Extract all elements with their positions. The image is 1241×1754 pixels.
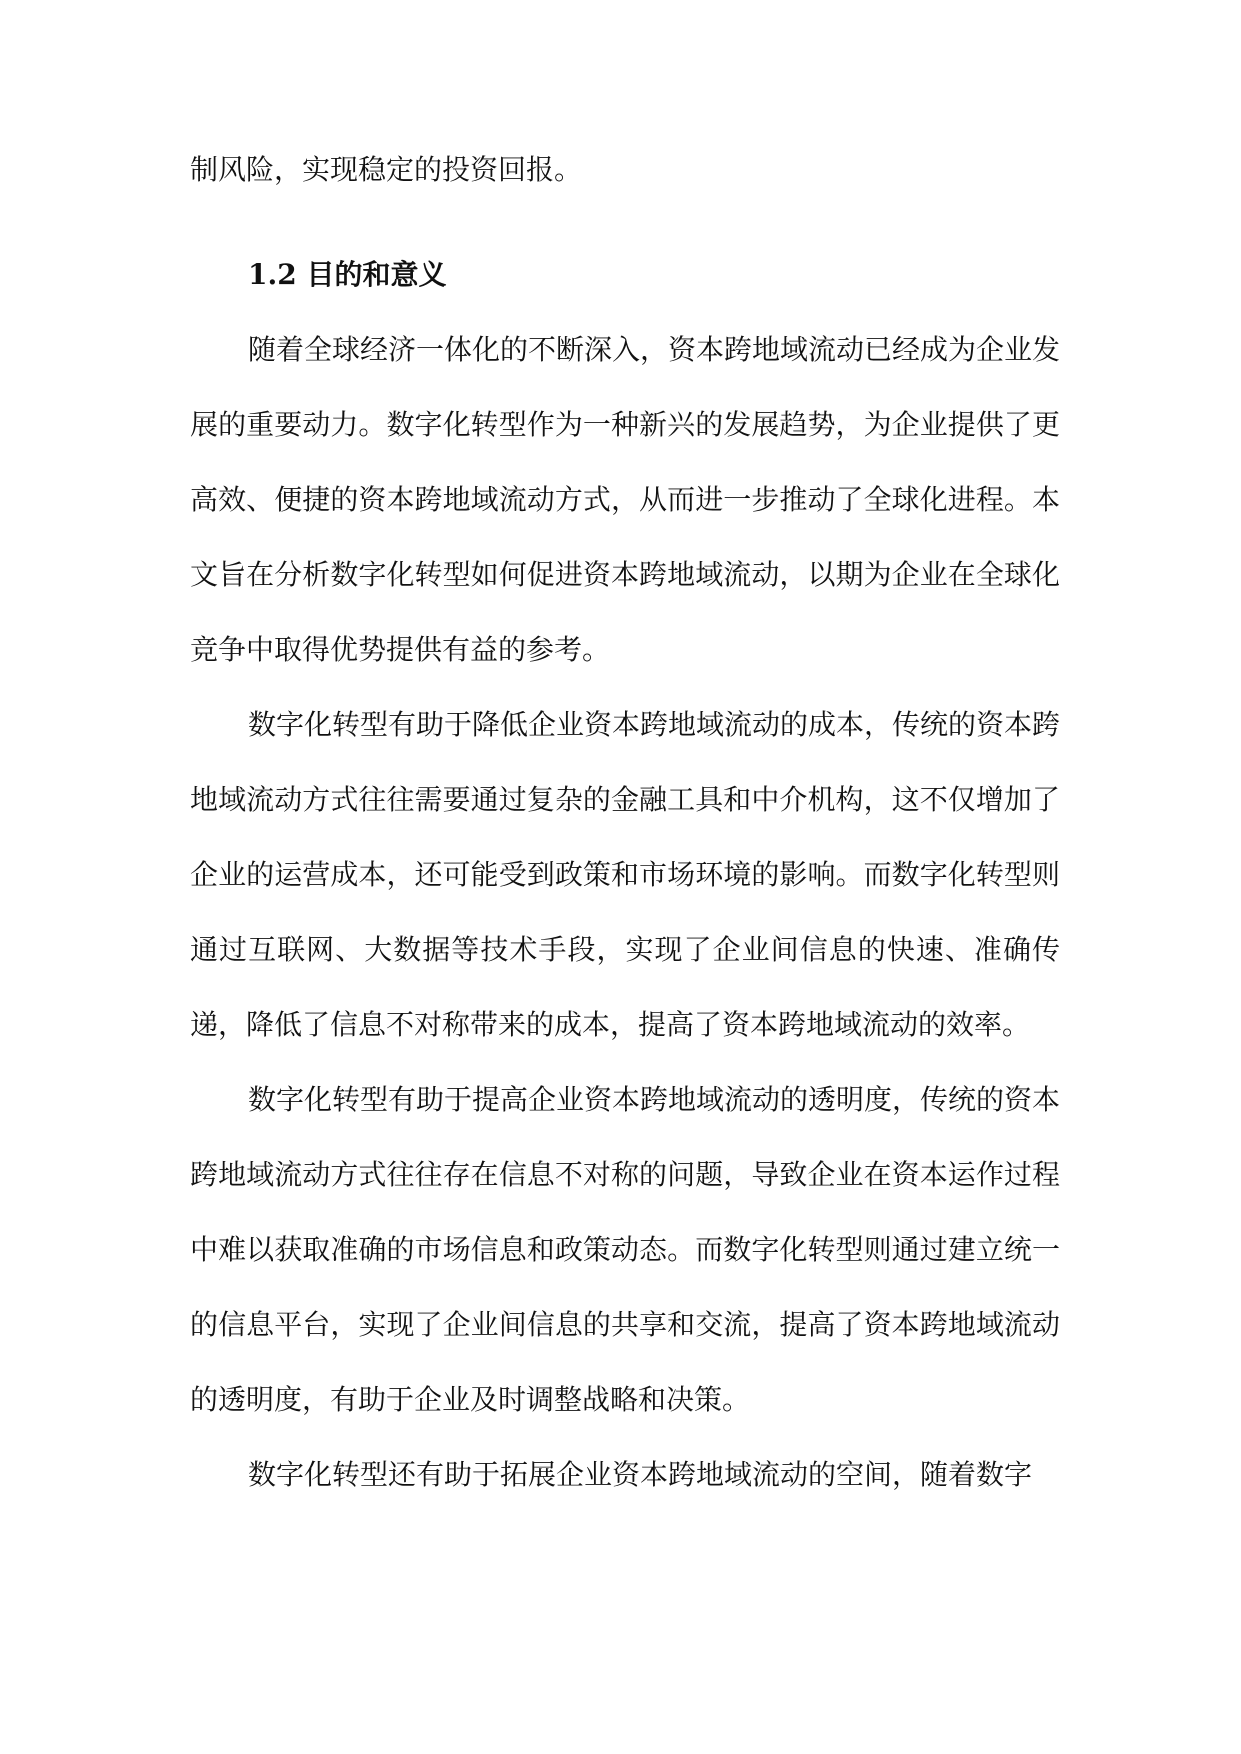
section-heading [190, 237, 1060, 312]
paragraph-2: 数字化转型有助于降低企业资本跨地域流动的成本，传统的资本跨地域流动方式往往需要通过复杂的金融工具和中介机构，这不仅增加了企业的运营成本，还可能受到政策和市场环境的影响。而数字化转型则通过互联网、大数据等技术手段，实现了企业间信息的快速、准确传递，降低了信息不对称带来的成本，提高了资本跨地域流动的效率。 [190, 708, 1061, 1041]
continuation-paragraph: 制风险，实现稳定的投资回报。 [190, 153, 583, 186]
page-content [190, 132, 1060, 1512]
section-title: 目的和意义 [306, 258, 447, 291]
paragraph-4: 数字化转型还有助于拓展企业资本跨地域流动的空间，随着数字 [248, 1458, 1033, 1491]
paragraph-1: 随着全球经济一体化的不断深入，资本跨地域流动已经成为企业发展的重要动力。数字化转型作为一种新兴的发展趋势，为企业提供了更高效、便捷的资本跨地域流动方式，从而进一步推动了全球化进程。本文旨在分析数字化转型如何促进资本跨地域流动，以期为企业在全球化竞争中取得优势提供有益的参考。 [190, 333, 1061, 666]
section-number: 1.2 [248, 258, 297, 291]
paragraph-3: 数字化转型有助于提高企业资本跨地域流动的透明度，传统的资本跨地域流动方式往往存在信息不对称的问题，导致企业在资本运作过程中难以获取准确的市场信息和政策动态。而数字化转型则通过建立统一的信息平台，实现了企业间信息的共享和交流，提高了资本跨地域流动的透明度，有助于企业及时调整战略和决策。 [190, 1083, 1061, 1416]
